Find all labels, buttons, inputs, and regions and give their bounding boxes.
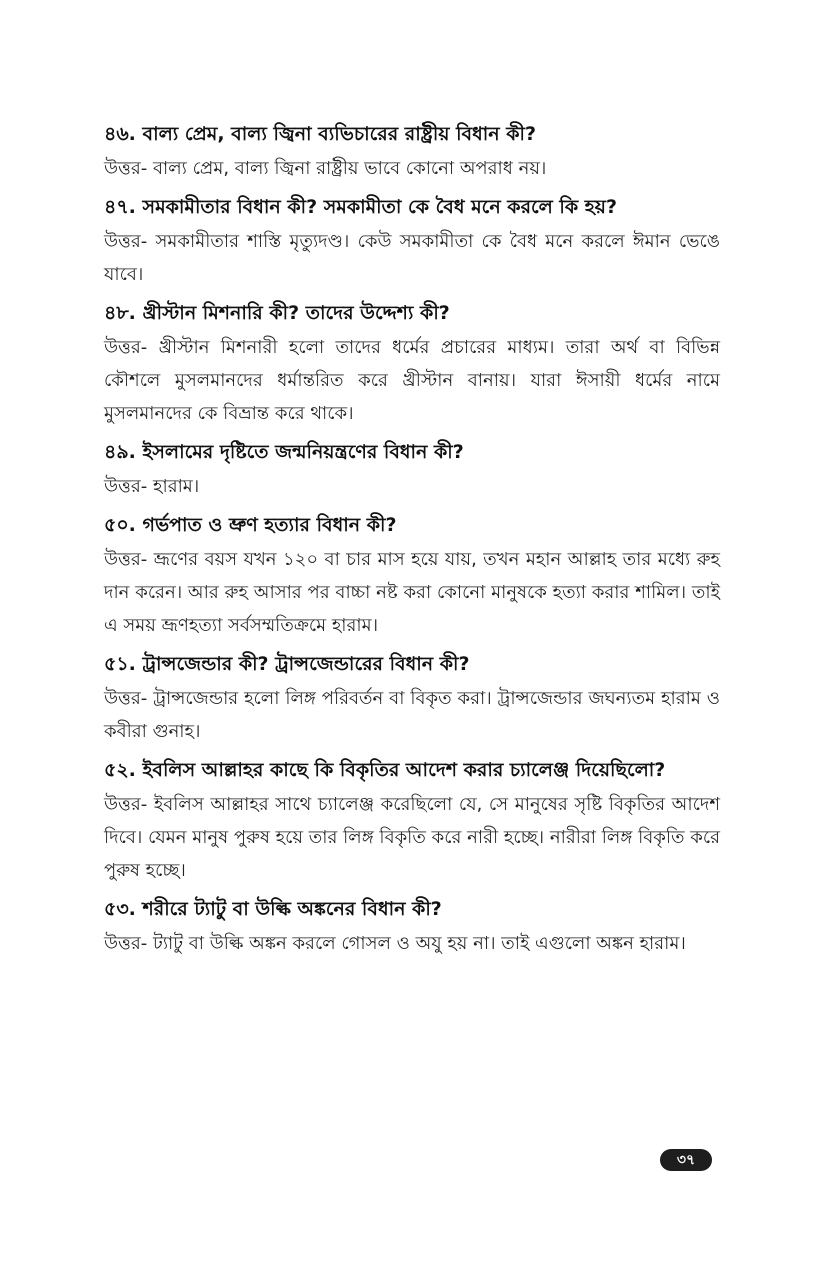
qa-item-46	[104, 116, 720, 185]
question-heading: ৫৩. শরীরে ট্যাটু বা উল্কি অঙ্কনের বিধান কী?	[104, 898, 442, 920]
qa-item-50	[104, 507, 720, 642]
qa-item-47	[104, 189, 720, 291]
qa-list	[104, 116, 720, 964]
answer-text: উত্তর- ট্রান্সজেন্ডার হলো লিঙ্গ পরিবর্তন বা বিকৃত করা। ট্রান্সজেন্ডার জঘন্যতম হারাম ও কবীরা গুনাহ।	[104, 688, 720, 742]
qa-item-51	[104, 646, 720, 748]
answer-text: উত্তর- বাল্য প্রেম, বাল্য জ্বিনা রাষ্ট্রীয় ভাবে কোনো অপরাধ নয়।	[104, 158, 547, 179]
question-heading: ৫২. ইবলিস আল্লাহর কাছে কি বিকৃতির আদেশ করার চ্যালেঞ্জ দিয়েছিলো?	[104, 759, 666, 781]
question-heading: ৫১. ট্রান্সজেন্ডার কী? ট্রান্সজেন্ডারের বিধান কী?	[104, 653, 470, 675]
qa-item-49	[104, 434, 720, 503]
question-heading: ৪৬. বাল্য প্রেম, বাল্য জ্বিনা ব্যভিচারের রাষ্ট্রীয় বিধান কী?	[104, 123, 536, 145]
question-heading: ৫০. গর্ভপাত ও ভ্রুণ হত্যার বিধান কী?	[104, 514, 397, 536]
answer-text: উত্তর- সমকামীতার শাস্তি মৃত্যুদণ্ড। কেউ সমকামীতা কে বৈধ মনে করলে ঈমান ভেঙে যাবে।	[104, 231, 720, 285]
answer-text: উত্তর- হারাম।	[104, 476, 200, 497]
page-number-badge: ৩৭	[660, 1149, 712, 1171]
question-heading: ৪৯. ইসলামের দৃষ্টিতে জন্মনিয়ন্ত্রণের বিধান কী?	[104, 441, 464, 463]
qa-item-48	[104, 295, 720, 430]
qa-item-52	[104, 752, 720, 887]
qa-item-53	[104, 891, 720, 960]
answer-text: উত্তর- ট্যাটু বা উল্কি অঙ্কন করলে গোসল ও অযু হয় না। তাই এগুলো অঙ্কন হারাম।	[104, 933, 686, 954]
answer-text: উত্তর- ইবলিস আল্লাহর সাথে চ্যালেঞ্জ করেছিলো যে, সে মানুষের সৃষ্টি বিকৃতির আদেশ দিবে। যেমন মানুষ পুরুষ হয়ে তার লিঙ্গ বিকৃতি করে নারী হচ্ছে। নারীরা লিঙ্গ বিকৃতি করে পুরুষ হচ্ছে।	[104, 794, 720, 881]
question-heading: ৪৭. সমকামীতার বিধান কী? সমকামীতা কে বৈধ মনে করলে কি হয়?	[104, 196, 617, 218]
answer-text: উত্তর- ভ্রূণের বয়স যখন ১২০ বা চার মাস হয়ে যায়, তখন মহান আল্লাহ তার মধ্যে রুহ দান করেন। আর রুহ আসার পর বাচ্চা নষ্ট করা কোনো মানুষকে হত্যা করার শামিল। তাই এ সময় ভ্রূণহত্যা সর্বসম্মতিক্রমে হারাম।	[104, 549, 720, 636]
answer-text: উত্তর- খ্রীস্টান মিশনারী হলো তাদের ধর্মের প্রচারের মাধ্যম। তারা অর্থ বা বিভিন্ন কৌশলে মুসলমানদের ধর্মান্তরিত করে খ্রীস্টান বানায়। যারা ঈসায়ী ধর্মের নামে মুসলমানদের কে বিভ্রান্ত করে থাকে।	[104, 337, 720, 424]
question-heading: ৪৮. খ্রীস্টান মিশনারি কী? তাদের উদ্দেশ্য কী?	[104, 302, 450, 324]
